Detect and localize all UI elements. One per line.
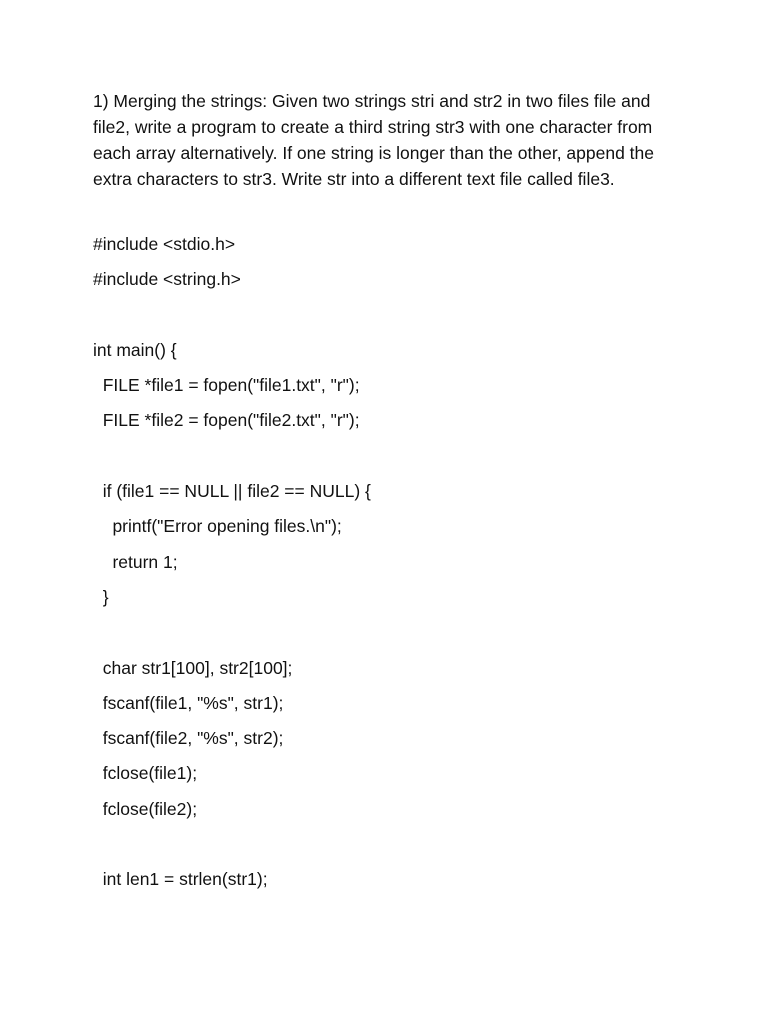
code-line: fscanf(file2, "%s", str2); [93,728,284,749]
code-line: FILE *file1 = fopen("file1.txt", "r"); [93,375,360,396]
code-line: fscanf(file1, "%s", str1); [93,692,284,713]
code-line [93,439,693,474]
code-line: printf("Error opening files.\n"); [93,516,342,537]
code-line [93,827,693,862]
code-line: int len1 = strlen(str1); [93,869,268,890]
code-block [93,227,693,898]
code-line: fclose(file1); [93,763,198,784]
code-line: if (file1 == NULL || file2 == NULL) { [93,481,371,502]
code-line: char str1[100], str2[100]; [93,657,293,678]
code-line: return 1; [93,551,178,572]
code-line: int main() { [93,339,177,360]
code-line [93,298,693,333]
code-line: FILE *file2 = fopen("file2.txt", "r"); [93,410,360,431]
code-line: #include <stdio.h> [93,234,236,254]
document-page [93,88,693,898]
question-text: 1) Merging the strings: Given two strings stri and str2 in two files file and file2, write a program to create a third string str3 with one character from each array alternatively. If one string is longer than the other, append the extra characters to str3. Write str into a different text file called file3. [93,91,654,189]
code-line: #include <string.h> [93,269,241,290]
code-line: } [93,586,109,607]
code-line: fclose(file2); [93,798,198,819]
code-line [93,615,693,650]
